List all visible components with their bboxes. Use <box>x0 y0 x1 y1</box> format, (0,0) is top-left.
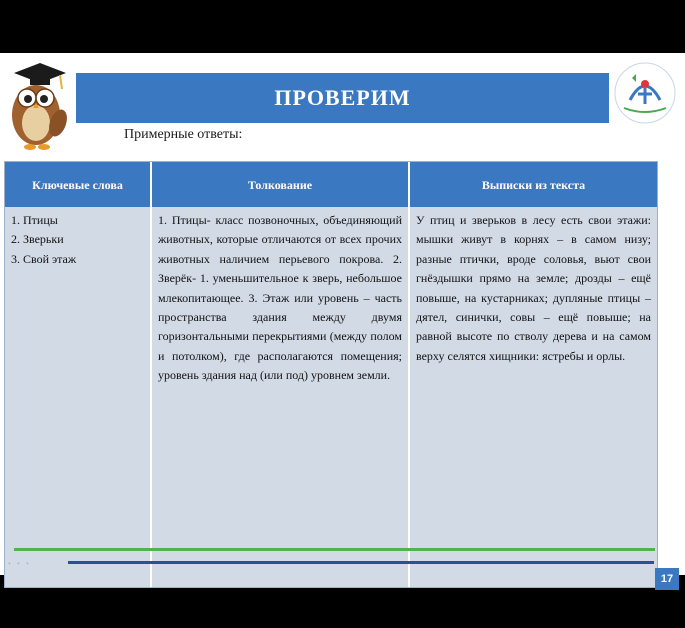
column-header-excerpt: Выписки из текста <box>410 162 657 207</box>
column-divider <box>150 162 152 587</box>
keyword-item: 1. Птицы <box>11 213 58 227</box>
keyword-item: 3. Свой этаж <box>11 251 77 266</box>
owl-mascot-icon <box>0 53 76 153</box>
column-header-interpretation: Толкование <box>152 162 408 207</box>
interpretation-cell <box>152 207 408 587</box>
footer-line-blue <box>68 561 654 564</box>
excerpt-text: У птиц и зверьков в лесу есть свои этажи: мышки живут в корнях – в самом низу; разные птички, вроде соловья, вьют свои гнёздышки прямо на земле; дрозды – ещё повыше, на кустарниках; дупляные птицы – дятел, синички, совы – ещё повыше; на равной высоте по стволу дерева и на самом верху селятся хищники: ястребы и орлы. <box>416 213 651 363</box>
keywords-list <box>11 211 144 269</box>
page-title: ПРОВЕРИМ <box>76 73 609 123</box>
page-number: 17 <box>655 568 679 590</box>
answers-table <box>4 161 658 588</box>
slide <box>0 53 685 585</box>
excerpt-cell <box>410 207 657 587</box>
keyword-item: 2. Зверьки <box>11 232 64 247</box>
interpretation-text: 1. Птицы- класс позвоночных, объединяющий животных, которые отличаются от всех прочих животных наличием перьевого покрова. 2. Зверёк- 1. уменьшительное к зверь, небольшое млекопитающее. 3. Этаж или уровень – часть пространства здания между двумя горизонтальными перекрытиями (между полом и потолком), где располагаются помещения; уровень здания над (или под) уровнем земли. <box>158 213 402 383</box>
column-header-keywords: Ключевые слова <box>5 162 150 207</box>
keywords-cell <box>5 207 150 587</box>
footer-line-green <box>14 548 655 551</box>
footer-dots: • • • <box>8 559 31 568</box>
subtitle: Примерные ответы: <box>124 127 243 142</box>
column-divider <box>408 162 410 587</box>
school-logo-icon <box>610 60 680 126</box>
